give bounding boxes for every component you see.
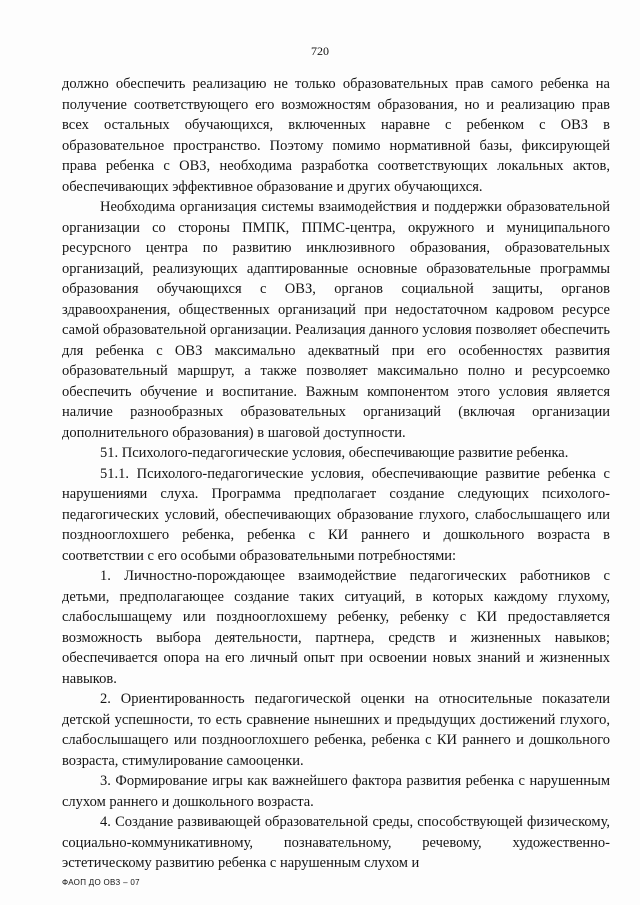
list-item-4: 4. Создание развивающей образовательной среды, способствующей физическому, социально-коммуникативному, познавательному, речевому, художественно-эстетическому развитию ребенка с нарушенным слухом и bbox=[62, 814, 610, 871]
document-body bbox=[62, 74, 610, 874]
list-item-1: 1. Личностно-порождающее взаимодействие педагогических работников с детьми, предполагающее создание таких ситуаций, в которых каждому глухому, слабослышащему или позднооглохшему ребенку, ребенку с КИ предоставляется возможность выбора деятельности, партнера, средств и жизненных навыков; обеспечивается опора на его личный опыт при освоении новых знаний и жизненных навыков. bbox=[62, 568, 610, 687]
page-number: 720 bbox=[311, 44, 329, 58]
paragraph-interaction-system: Необходима организация системы взаимодействия и поддержки образовательной организации со стороны ПМПК, ППМС-центра, окружного и муниципального ресурсного центра по развитию инклюзивного образования, образовательных организаций, реализующих адаптированные основные образовательные программы образования обучающихся с ОВЗ, органов социальной защиты, органов здравоохранения, общественных организаций при недостаточном кадровом ресурсе самой образовательной организации. Реализация данного условия позволяет обеспечить для ребенка с ОВЗ максимально адекватный при его особенностях развития образовательный маршрут, а также позволяет максимально полно и ресурсоемко обеспечить обучение и воспитание. Важным компонентом этого условия является наличие разнообразных образовательных организаций (включая организации дополнительного образования) в шаговой доступности. bbox=[62, 199, 610, 441]
list-item-3: 3. Формирование игры как важнейшего фактора развития ребенка с нарушенным слухом раннего и дошкольного возраста. bbox=[62, 773, 610, 810]
list-item-2: 2. Ориентированность педагогической оценки на относительные показатели детской успешности, то есть сравнение нынешних и предыдущих достижений глухого, слабослышащего или позднооглохшего ребенка, ребенка с КИ раннего и дошкольного возраста, стимулирование самооценки. bbox=[62, 691, 610, 769]
document-footer-code: ФАОП ДО ОВЗ – 07 bbox=[62, 878, 140, 887]
paragraph-continuation: должно обеспечить реализацию не только образовательных прав самого ребенка на получение соответствующего его возможностям образования, но и реализацию прав всех остальных обучающихся, включенных наравне с ребенком с ОВЗ в образовательное пространство. Поэтому помимо нормативной базы, фиксирующей права ребенка с ОВЗ, необходима разработка соответствующих локальных актов, обеспечивающих эффективное образование и других обучающихся. bbox=[62, 76, 610, 195]
section-heading-51: 51. Психолого-педагогические условия, обеспечивающие развитие ребенка. bbox=[100, 445, 569, 461]
subsection-51-1: 51.1. Психолого-педагогические условия, обеспечивающие развитие ребенка с нарушениями слуха. Программа предполагает создание следующих психолого-педагогических условий, обеспечивающих образование глухого, слабослышащего или позднооглохшего ребенка, ребенка с КИ раннего и дошкольного возраста в соответствии с его особыми образовательными потребностями: bbox=[62, 465, 610, 564]
